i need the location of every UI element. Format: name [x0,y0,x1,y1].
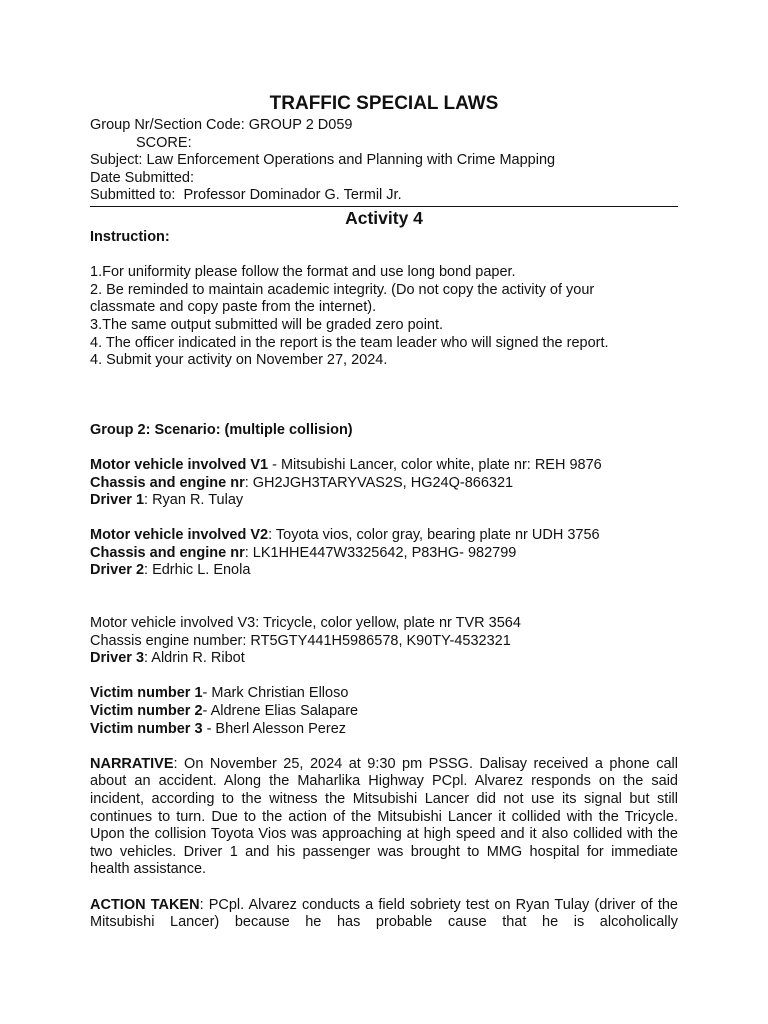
instruction-item: 4. The officer indicated in the report is the team leader who will signed the report. [90,334,609,351]
v1-chassis-line [90,475,678,493]
document-body [90,92,678,932]
instruction-item: 1.For uniformity please follow the format and use long bond paper. [90,264,516,281]
subject-label: Subject: [90,152,143,169]
victim-label: Victim number 1 [90,685,203,702]
v1-driver-line [90,492,678,510]
v1-chassis-label: Chassis and engine nr [90,474,245,491]
scenario-heading: Group 2: Scenario: (multiple collision) [90,421,353,438]
v1-label: Motor vehicle involved V1 [90,456,269,473]
v2-value: : Toyota vios, color gray, bearing plate nr UDH 3756 [268,527,600,544]
victim-name: - Bherl Alesson Perez [202,720,347,737]
spacer [90,879,678,897]
narrative-text: : On November 25, 2024 at 9:30 pm PSSG. Dalisay received a phone call about an accident. Along the Maharlika Highway PCpl. Alvarez responds on the said incident, according to the witness the Mitsubishi Lancer did not use its signal but still continues to turn. Due to the action of the Mitsubishi Lancer it collided with the Tricycle. Upon the collision Toyota Vios was approaching at high speed and it also collided with the two vehicles. Driver 1 and his passenger was brought to MMG hospital for immediate health assistance. [90,755,678,878]
v1-driver-value: : Ryan R. Tulay [144,492,244,509]
spacer [90,510,678,528]
v2-driver-label: Driver 2 [90,562,145,579]
action-taken-paragraph [90,897,678,932]
group-label: Group Nr/Section Code: [90,117,245,133]
instruction-item: 4. Submit your activity on November 27, 2024. [90,352,388,369]
date-submitted-label: Date Submitted: [90,169,194,186]
victim-name: - Aldrene Elias Salapare [202,703,359,720]
instruction-item: 3.The same output submitted will be graded zero point. [90,316,444,333]
spacer [90,580,678,615]
spacer [90,370,678,422]
score-label: SCORE: [136,134,192,151]
v2-chassis-label: Chassis and engine nr [90,544,245,561]
v2-driver-line [90,562,678,580]
v3-driver-line [90,650,678,668]
instruction-item: 2. Be reminded to maintain academic integrity. (Do not copy the activity of your [90,281,595,298]
v2-chassis-line [90,545,678,563]
v3-driver-label: Driver 3 [90,650,145,667]
v2-driver-value: : Edrhic L. Enola [144,562,251,579]
victim-line [90,721,678,739]
v3-chassis-line: Chassis engine number: RT5GTY441H5986578, K90TY-4532321 [90,632,511,649]
v1-driver-label: Driver 1 [90,492,145,509]
spacer [90,247,678,265]
v3-line: Motor vehicle involved V3: Tricycle, color yellow, plate nr TVR 3564 [90,615,521,632]
submitted-to-line [90,187,678,207]
subject-line [90,152,678,170]
subject-value: Law Enforcement Operations and Planning with Crime Mapping [146,152,556,169]
action-taken-text: : PCpl. Alvarez conducts a field sobriety test on Ryan Tulay (driver of the Mitsubishi Lancer) because he has probable cause that he is alcoholically [90,896,678,931]
date-submitted-line [90,170,678,188]
spacer [90,668,678,686]
victim-line [90,685,678,703]
score-line [90,135,678,153]
submitted-to-value: Professor Dominador G. Termil Jr. [183,187,402,204]
group-line [90,117,678,135]
narrative-label: NARRATIVE [90,755,174,772]
v2-line [90,527,678,545]
narrative-paragraph [90,756,678,879]
victim-label: Victim number 2 [90,703,203,720]
v2-label: Motor vehicle involved V2 [90,527,269,544]
action-taken-label: ACTION TAKEN [90,896,200,913]
spacer [90,439,678,457]
instruction-label: Instruction: [90,228,170,245]
v1-line [90,457,678,475]
document-title: TRAFFIC SPECIAL LAWS [269,93,499,114]
v3-driver-value: : Aldrin R. Ribot [144,650,245,667]
instruction-item: classmate and copy paste from the internet). [90,299,377,316]
victim-line [90,703,678,721]
v1-chassis-value: : GH2JGH3TARYVAS2S, HG24Q-866321 [244,474,514,491]
v2-chassis-value: : LK1HHE447W3325642, P83HG- 982799 [244,544,517,561]
submitted-to-label: Submitted to: [90,187,176,204]
spacer [90,738,678,756]
group-value: GROUP 2 D059 [248,117,353,133]
activity-title: Activity 4 [345,207,423,228]
victim-label: Victim number 3 [90,720,203,737]
victim-name: - Mark Christian Elloso [202,685,349,702]
v1-value: - Mitsubishi Lancer, color white, plate nr: REH 9876 [268,456,602,473]
